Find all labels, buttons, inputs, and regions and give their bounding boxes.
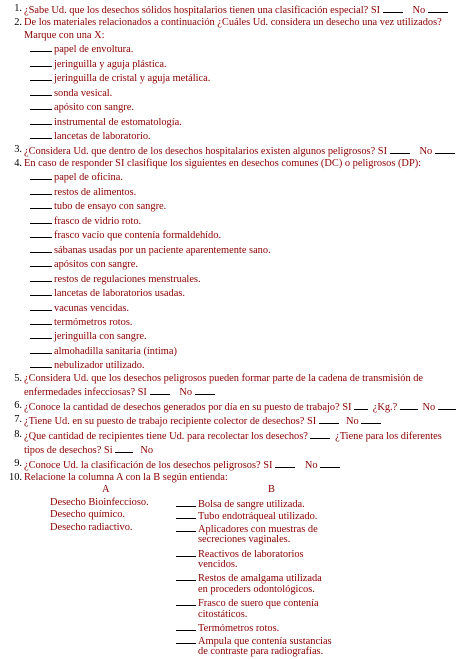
no-label: No	[422, 401, 436, 413]
answer-blank-quantity[interactable]	[310, 429, 330, 439]
classify-item	[0, 228, 471, 242]
checklist-item	[0, 129, 471, 143]
answer-blank-no[interactable]	[320, 458, 340, 468]
column-b-label-cont: secreciones vaginales.	[198, 534, 291, 546]
answer-blank-si[interactable]	[390, 144, 410, 154]
column-a-header: A	[102, 484, 110, 496]
answer-blank[interactable]	[30, 228, 52, 238]
no-label: No	[346, 416, 359, 428]
classify-item	[0, 315, 471, 329]
item-label: jeringuilla de cristal y aguja metálica.	[54, 73, 211, 85]
question-text: ¿Que cantidad de recipientes tiene Ud. para recolectar los desechos?	[24, 430, 308, 442]
answer-blank-no[interactable]	[435, 144, 455, 154]
item-label: frasco vacío que contenía formaldehído.	[54, 230, 222, 242]
answer-blank[interactable]	[176, 497, 196, 507]
column-a-item: Desecho Bioinfeccioso.	[50, 496, 149, 508]
question-9	[0, 458, 471, 472]
question-5-cont	[0, 385, 471, 399]
question-number: 8.	[14, 428, 22, 440]
question-number: 10.	[9, 471, 22, 483]
column-headers	[0, 484, 471, 496]
question-text: ¿Sabe Ud. que los desechos sólidos hospitalarios tienen una clasificación especial? SI	[24, 5, 381, 16]
item-label: apósito con sangre.	[54, 102, 134, 114]
answer-blank[interactable]	[30, 199, 52, 209]
classify-item	[0, 329, 471, 343]
column-b-label-cont: de contraste para radiografías.	[198, 646, 324, 658]
question-text: Relacione la columna A con la B según entienda:	[24, 471, 228, 483]
matching-row	[0, 571, 471, 583]
answer-blank[interactable]	[176, 522, 196, 532]
item-label: sonda vesical.	[54, 87, 113, 99]
answer-blank[interactable]	[30, 315, 52, 325]
question-4	[0, 158, 471, 170]
item-label: lancetas de laboratorios usadas.	[54, 288, 185, 300]
answer-blank-si[interactable]	[383, 3, 403, 13]
item-label: papel de envoltura.	[54, 44, 134, 56]
answer-blank-si[interactable]	[150, 385, 170, 395]
answer-blank[interactable]	[176, 509, 196, 519]
answer-blank[interactable]	[30, 257, 52, 267]
answer-blank-no[interactable]	[195, 385, 215, 395]
column-b-header: B	[268, 484, 275, 496]
question-3	[0, 144, 471, 158]
column-b-label-cont: citostáticos.	[198, 608, 248, 620]
question-2-cont	[0, 30, 471, 42]
matching-row	[0, 522, 471, 534]
item-label: nebulizador utilizado.	[54, 360, 145, 372]
question-text: ¿Tiene Ud. en su puesto de trabajo recipiente colector de desechos? SI	[24, 416, 317, 428]
question-text-cont: Marque con una X:	[24, 29, 105, 41]
checklist-item	[0, 71, 471, 85]
answer-blank-no[interactable]	[428, 3, 448, 13]
answer-blank[interactable]	[30, 301, 52, 311]
no-label: No	[179, 387, 193, 399]
classify-item	[0, 185, 471, 199]
checklist-item	[0, 100, 471, 114]
column-b-label: Termómetros rotos.	[198, 623, 280, 635]
item-label: frasco de vidrio roto.	[54, 215, 142, 227]
question-2	[0, 17, 471, 29]
column-b-label: Restos de amalgama utilizada	[198, 573, 322, 585]
question-number: 1.	[14, 3, 22, 14]
question-text-cont: enfermedades infecciosas? SI	[24, 387, 147, 399]
question-8	[0, 429, 471, 443]
classify-item	[0, 170, 471, 184]
item-label: vacunas vencidas.	[54, 302, 130, 314]
question-text: ¿Considera Ud. que los desechos peligrosos pueden formar parte de la cadena de transmisión de	[24, 372, 424, 384]
item-label: almohadilla sanitaria (íntima)	[54, 345, 177, 357]
column-b-label: Tubo endotráqueal utilizado.	[198, 511, 318, 523]
classify-item	[0, 344, 471, 358]
question-number: 6.	[14, 399, 22, 411]
matching-row	[0, 547, 471, 559]
matching-row	[0, 646, 471, 658]
matching-row	[0, 634, 471, 646]
answer-blank-kg[interactable]	[400, 400, 418, 410]
matching-columns	[0, 497, 471, 659]
column-b-label-cont: en proceders odontológicos.	[198, 583, 315, 595]
classify-item	[0, 257, 471, 271]
answer-blank-no[interactable]	[361, 414, 381, 424]
answer-blank[interactable]	[30, 129, 52, 139]
answer-blank[interactable]	[30, 170, 52, 180]
answer-blank[interactable]	[176, 634, 196, 644]
no-label: No	[140, 445, 154, 457]
item-label: instrumental de estomatología.	[54, 116, 182, 128]
answer-blank[interactable]	[176, 571, 196, 581]
no-label: No	[419, 145, 433, 157]
item-label: jeringuilla con sangre.	[54, 331, 147, 343]
column-b-label: Bolsa de sangre utilizada.	[198, 498, 305, 510]
question-number: 9.	[14, 457, 22, 469]
column-a-item: Desecho químico.	[50, 509, 126, 521]
item-label: restos de regulaciones menstruales.	[54, 273, 201, 285]
column-b-label-cont: vencidos.	[198, 559, 238, 571]
answer-blank[interactable]	[30, 115, 52, 125]
answer-blank-si[interactable]	[275, 458, 295, 468]
question-6	[0, 400, 471, 414]
answer-blank-si[interactable]	[319, 414, 339, 424]
question-5	[0, 373, 471, 385]
item-label: restos de alimentos.	[54, 186, 137, 198]
classify-item	[0, 214, 471, 228]
classify-item	[0, 272, 471, 286]
answer-blank[interactable]	[176, 547, 196, 557]
column-b-label: Aplicadores con muestras de	[198, 523, 318, 535]
question-text: De los materiales relacionados a continuación ¿Cuáles Ud. considera un desecho una vez utilizados?	[24, 17, 442, 29]
column-b-label: Frasco de suero que contenía	[198, 598, 319, 610]
matching-row	[0, 509, 471, 521]
classify-item	[0, 358, 471, 372]
matching-row	[0, 534, 471, 546]
answer-blank[interactable]	[30, 42, 52, 52]
matching-row	[0, 609, 471, 621]
checklist-item	[0, 115, 471, 129]
answer-blank[interactable]	[30, 243, 52, 253]
matching-row	[0, 596, 471, 608]
answer-blank[interactable]	[30, 71, 52, 81]
classify-item	[0, 199, 471, 213]
item-label: termómetros rotos.	[54, 316, 133, 328]
checklist-item	[0, 57, 471, 71]
checklist-item	[0, 86, 471, 100]
question-10	[0, 472, 471, 484]
column-a-item: Desecho radiactivo.	[50, 521, 133, 533]
item-label: jeringuilla y aguja plástica.	[54, 58, 167, 70]
answer-blank[interactable]	[30, 329, 52, 339]
item-label: sábanas usadas por un paciente aparentemente sano.	[54, 244, 271, 256]
answer-blank[interactable]	[176, 621, 196, 631]
question-text: ¿Conoce la cantidad de desechos generados por día en su puesto de trabajo? SI	[24, 401, 352, 413]
column-b-label: Ampula que contenía sustancias	[198, 635, 332, 647]
answer-blank[interactable]	[30, 100, 52, 110]
answer-blank-si[interactable]	[354, 400, 368, 410]
classify-item	[0, 301, 471, 315]
matching-row	[0, 621, 471, 633]
question-7	[0, 414, 471, 428]
question-text-2: ¿Tiene para los diferentes	[335, 430, 442, 442]
question-1	[0, 3, 471, 17]
checklist-item	[0, 42, 471, 56]
answer-blank[interactable]	[30, 344, 52, 354]
item-label: tubo de ensayo con sangre.	[54, 201, 167, 213]
column-b-label: Reactivos de laboratorios	[198, 548, 304, 560]
question-number: 7.	[14, 414, 22, 426]
answer-blank[interactable]	[30, 214, 52, 224]
answer-blank[interactable]	[30, 185, 52, 195]
question-number: 3.	[14, 143, 22, 155]
no-label: No	[304, 459, 318, 471]
item-label: apósitos con sangre.	[54, 259, 138, 271]
question-text: En caso de responder SI clasifique los siguientes en desechos comunes (DC) o peligrosos (DP):	[24, 157, 422, 169]
classify-item	[0, 286, 471, 300]
question-8-cont	[0, 443, 471, 457]
question-number: 4.	[14, 157, 22, 169]
kg-label: ¿Kg.?	[372, 401, 398, 413]
answer-blank-no[interactable]	[438, 400, 456, 410]
question-text-cont: tipos de desechos? Si	[24, 445, 113, 457]
answer-blank[interactable]	[30, 86, 52, 96]
no-label: No	[412, 5, 426, 16]
answer-blank[interactable]	[176, 596, 196, 606]
question-number: 5.	[14, 372, 22, 384]
classify-item	[0, 243, 471, 257]
question-number: 2.	[14, 17, 22, 29]
item-label: papel de oficina.	[54, 172, 123, 184]
item-label: lancetas de laboratorio.	[54, 131, 151, 143]
questionnaire	[0, 3, 471, 659]
matching-row	[0, 559, 471, 571]
answer-blank[interactable]	[30, 358, 52, 368]
question-text: ¿Conoce Ud. la clasificación de los desechos peligrosos? SI	[24, 459, 273, 471]
answer-blank[interactable]	[30, 272, 52, 282]
question-text: ¿Considera Ud. que dentro de los desechos hospitalarios existen algunos peligrosos? SI	[24, 145, 388, 157]
answer-blank[interactable]	[30, 286, 52, 296]
matching-row	[0, 497, 471, 509]
matching-row	[0, 584, 471, 596]
answer-blank-si[interactable]	[115, 443, 133, 453]
answer-blank[interactable]	[30, 57, 52, 67]
